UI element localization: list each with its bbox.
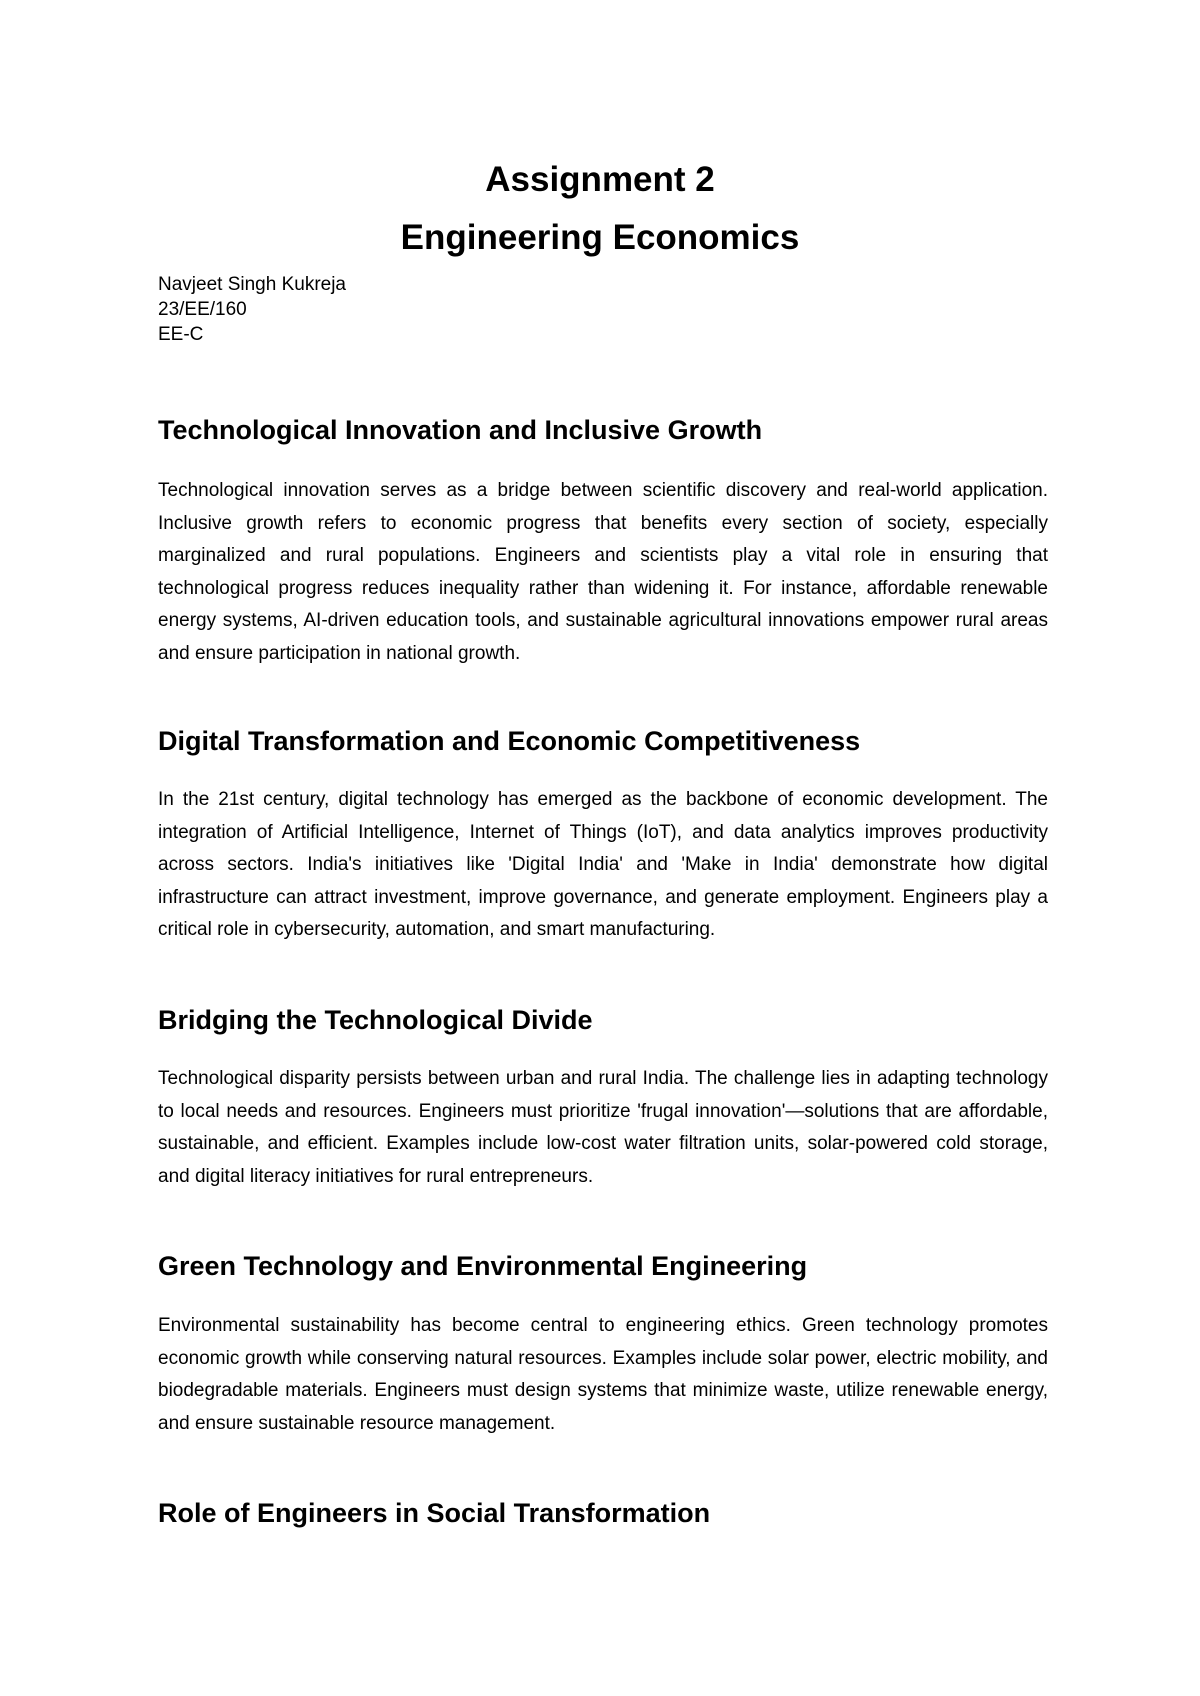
section-paragraph: In the 21st century, digital technology has emerged as the backbone of economic development. The integration of Artificial Intelligence, Internet of Things (IoT), and data analytics improves productivity across sectors. India's initiatives like 'Digital India' and 'Make in India' demonstrate how digital infrastructure can attract investment, improve governance, and generate employment. Engineers play a critical role in cybersecurity, automation, and smart manufacturing. (158, 789, 1048, 940)
section-heading: Role of Engineers in Social Transformation (158, 1498, 711, 1528)
section-heading: Bridging the Technological Divide (158, 1005, 593, 1035)
document-subtitle: Engineering Economics (400, 218, 800, 257)
author-name: Navjeet Singh Kukreja (158, 274, 346, 295)
section-heading: Green Technology and Environmental Engineering (158, 1251, 808, 1281)
section-paragraph: Technological disparity persists between urban and rural India. The challenge lies in adapting technology to local needs and resources. Engineers must prioritize 'frugal innovation'—solutions that are affordable, sustainable, and efficient. Examples include low-cost water filtration units, solar-powered cold storage, and digital literacy initiatives for rural entrepreneurs. (158, 1068, 1048, 1187)
author-section: EE-C (158, 324, 204, 345)
section-paragraph: Technological innovation serves as a bridge between scientific discovery and real-world application. Inclusive growth refers to economic progress that benefits every section of society, especially marginalized and rural populations. Engineers and scientists play a vital role in ensuring that technological progress reduces inequality rather than widening it. For instance, affordable renewable energy systems, AI-driven education tools, and sustainable agricultural innovations empower rural areas and ensure participation in national growth. (158, 480, 1048, 664)
section-paragraph: Environmental sustainability has become central to engineering ethics. Green technology promotes economic growth while conserving natural resources. Examples include solar power, electric mobility, and biodegradable materials. Engineers must design systems that minimize waste, utilize renewable energy, and ensure sustainable resource management. (158, 1315, 1048, 1434)
section-heading: Technological Innovation and Inclusive Growth (158, 415, 763, 445)
author-roll-number: 23/EE/160 (158, 299, 247, 320)
document-title: Assignment 2 (485, 160, 715, 199)
author-block (158, 272, 346, 347)
section-heading: Digital Transformation and Economic Competitiveness (158, 726, 861, 756)
